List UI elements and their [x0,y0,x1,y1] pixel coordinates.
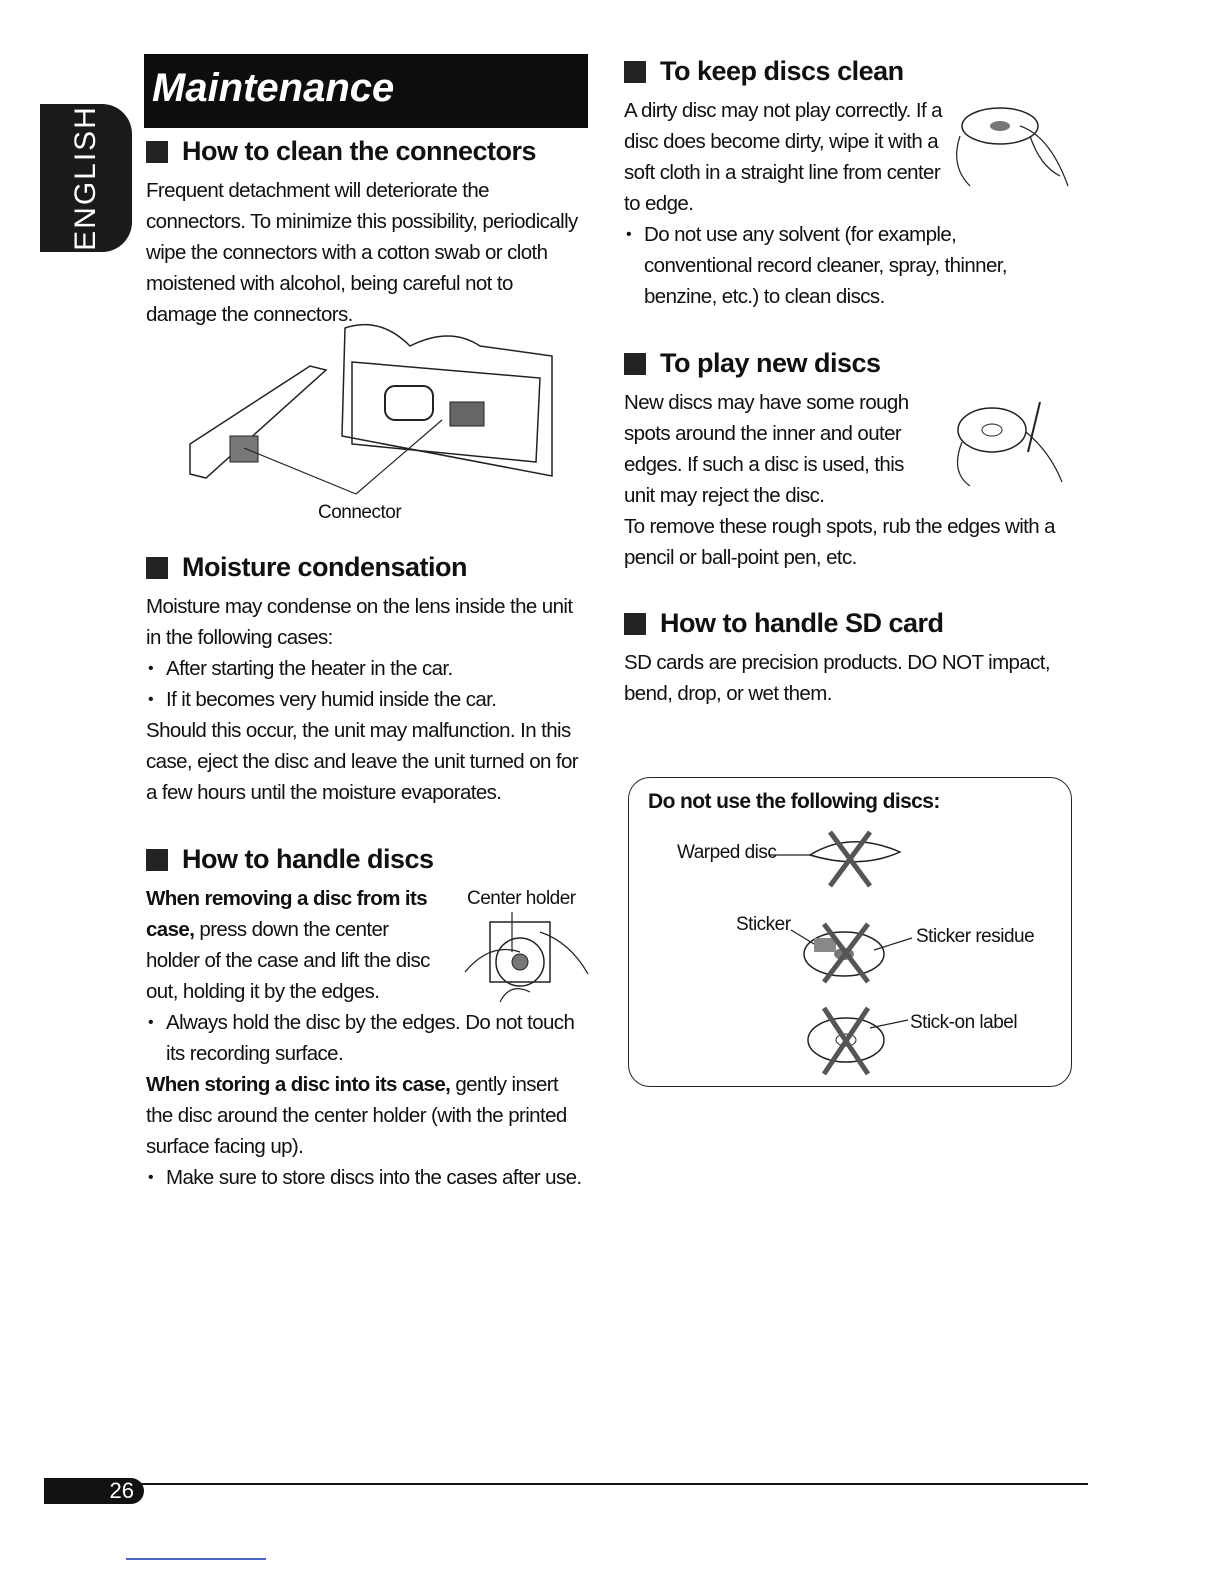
heading-square-icon [146,557,168,579]
warped-disc-label: Warped disc [677,842,777,863]
heading-square-icon [624,61,646,83]
section-moisture [146,552,586,808]
sd-card-body: SD cards are precision products. DO NOT impact, bend, drop, or wet them. [624,651,1050,705]
heading-square-icon [624,353,646,375]
section-heading: How to handle SD card [624,608,1064,639]
language-tab [40,104,132,252]
handle-bullet-2: • Make sure to store discs into the cases after use. [146,1162,586,1193]
handle-bullet-1: • Always hold the disc by the edges. Do not touch its recording surface. [146,1007,586,1069]
page-title: Maintenance [152,66,395,110]
section-heading: To play new discs [624,348,1064,379]
section-connectors [146,136,586,330]
center-holder-illustration [460,912,590,1008]
sticker-label: Sticker [736,914,791,935]
section-heading: How to handle discs [146,844,586,875]
bottom-link-underline [126,1558,266,1560]
moisture-intro: Moisture may condense on the lens inside the unit in the following cases: [146,595,573,649]
new-discs-body-1: New discs may have some rough spots around the inner and outer edges. If such a disc is used, this unit may reject the disc. [624,391,909,507]
moisture-bullet-1: • After starting the heater in the car. [146,653,586,684]
connector-illustration [180,316,580,516]
stick-on-label-disc-icon [800,1004,912,1076]
moisture-bullet-2: • If it becomes very humid inside the car. [146,684,586,715]
stick-on-label: Stick-on label [910,1012,1018,1033]
section-sd-card [624,608,1064,709]
wipe-disc-illustration [950,96,1074,192]
storing-text: When storing a disc into its case, gently insert the disc around the center holder (with the printed surface facing up). [146,1073,567,1158]
heading-square-icon [146,141,168,163]
keep-clean-body: A dirty disc may not play correctly. If a disc does become dirty, wipe it with a soft cloth in a straight line from center to edge. [624,99,942,215]
connector-caption: Connector [318,502,402,523]
moisture-outro: Should this occur, the unit may malfunction. In this case, eject the disc and leave the unit turned on for a few hours until the moisture evaporates. [146,719,579,804]
center-holder-caption: Center holder [467,888,576,909]
heading-square-icon [146,849,168,871]
sticker-disc-icon [786,920,916,984]
footer-rule [130,1483,1088,1485]
section-heading: Moisture condensation [146,552,586,583]
removing-lead: When removing a disc from its case, [146,887,428,941]
language-label: ENGLISH [69,105,102,251]
section-heading: How to clean the connectors [146,136,586,167]
rough-disc-illustration [950,392,1074,488]
section-heading: To keep discs clean [624,56,1064,87]
sticker-residue-label: Sticker residue [916,926,1035,947]
new-discs-body-2: To remove these rough spots, rub the edges with a pencil or ball-point pen, etc. [624,515,1055,569]
removing-text: When removing a disc from its case, press down the center holder of the case and lift the disc out, holding it by the edges. [146,887,430,1003]
heading-square-icon [624,613,646,635]
connectors-body: Frequent detachment will deteriorate the connectors. To minimize this possibility, periodically wipe the connectors with a cotton swab or cloth moistened with alcohol, being careful not to damage the connectors. [146,179,578,326]
page-title-bar [144,54,588,128]
keep-clean-bullet: • Do not use any solvent (for example, conventional record cleaner, spray, thinner, benzine, etc.) to clean discs. [624,219,1064,312]
do-not-use-heading: Do not use the following discs: [648,790,940,813]
storing-lead: When storing a disc into its case, [146,1073,451,1096]
page-number: 26 [44,1478,144,1504]
warped-disc-icon [770,830,910,890]
